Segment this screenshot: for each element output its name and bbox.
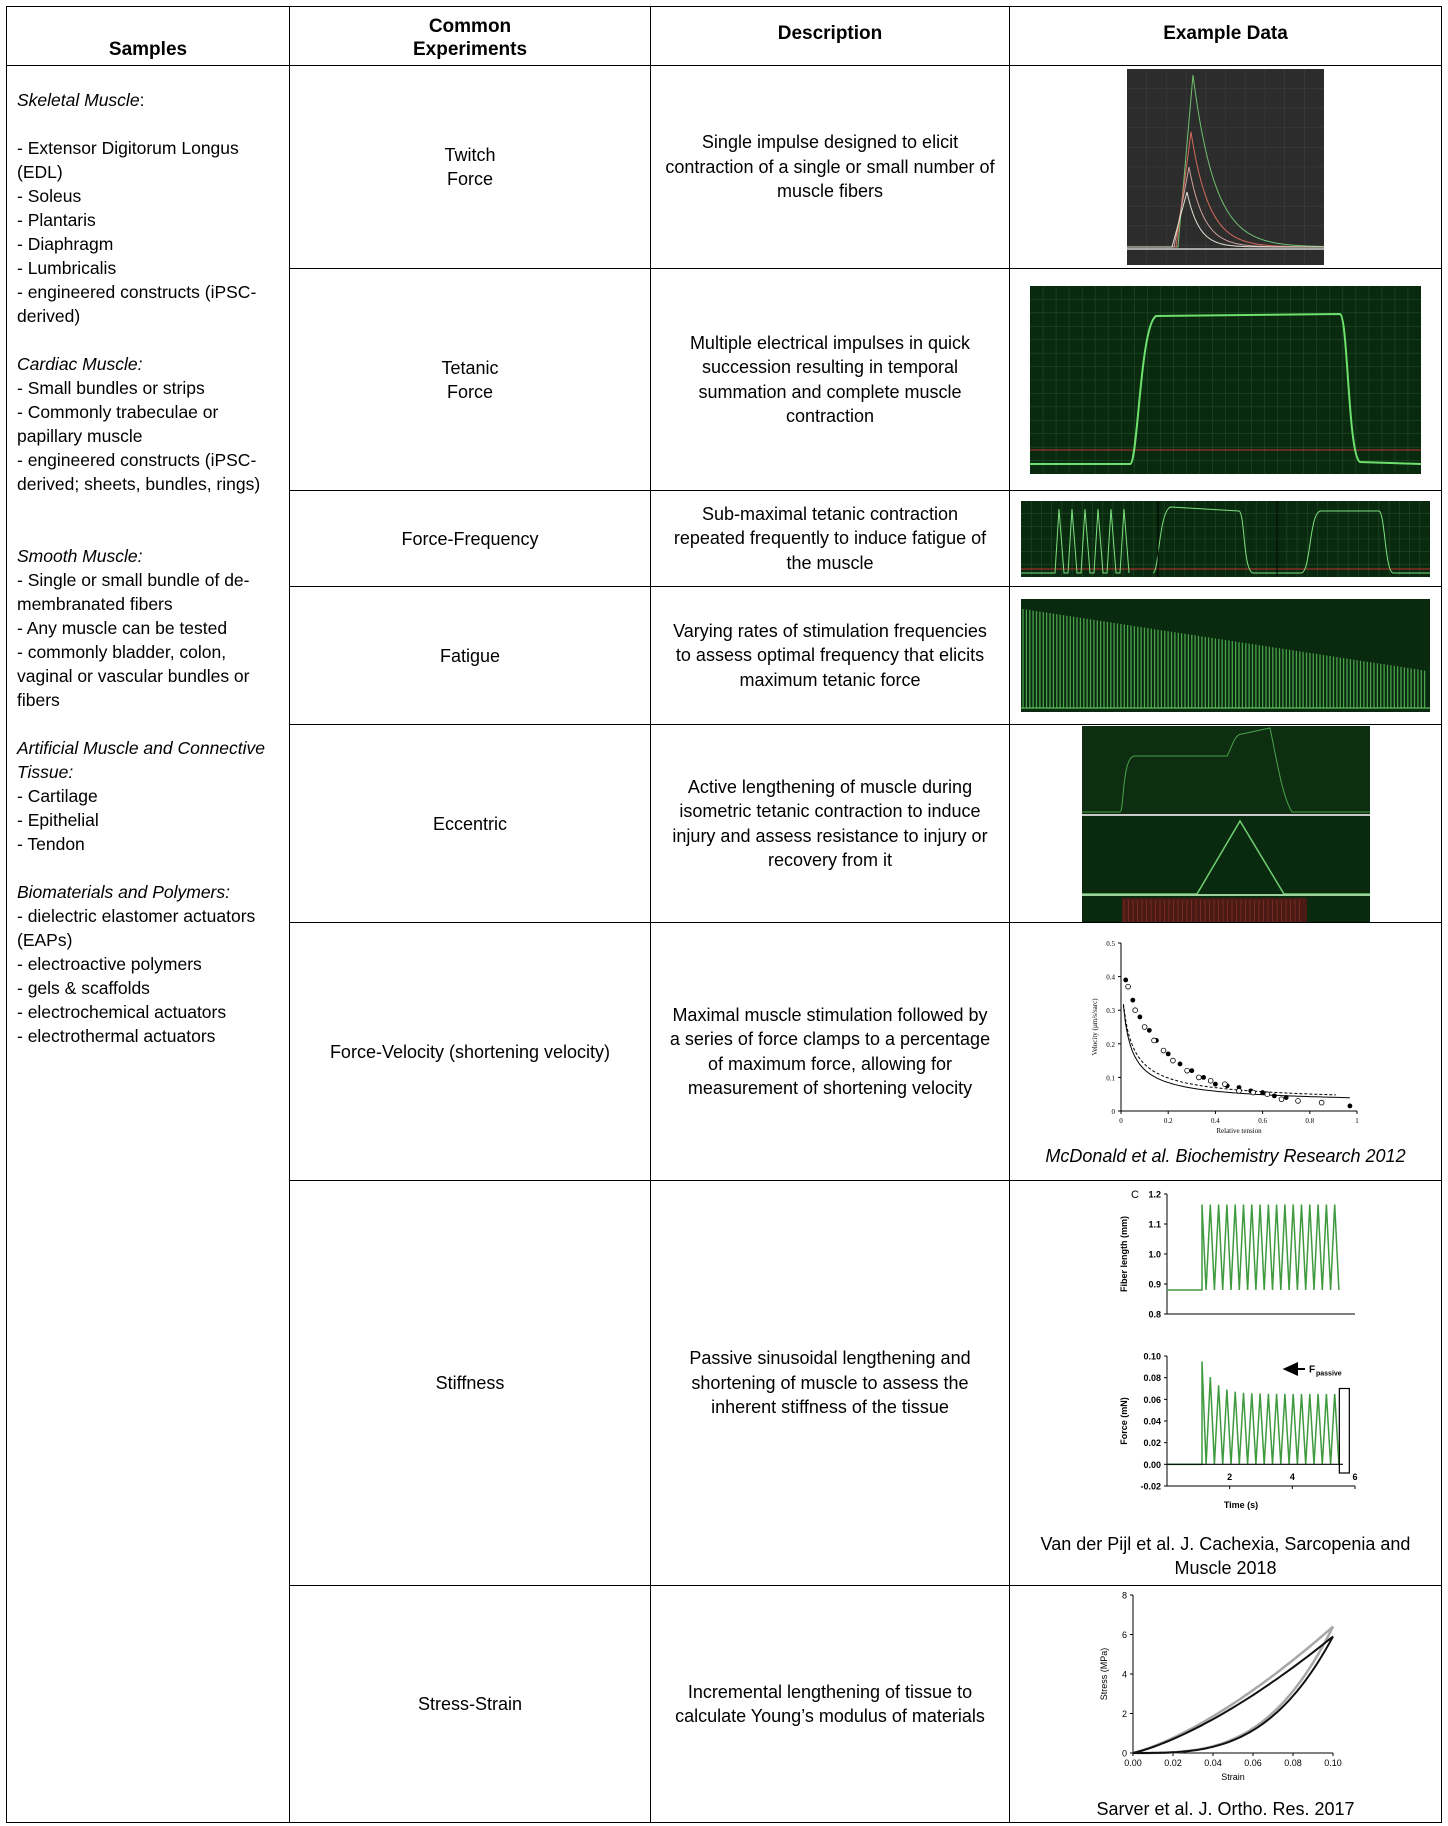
y-tick-label: 0.02 xyxy=(1142,1438,1161,1449)
desc-line: succession resulting in temporal xyxy=(701,357,959,377)
x-axis-label: Strain xyxy=(1220,1772,1245,1782)
example-force-frequency xyxy=(1010,491,1442,587)
x-tick-label: 0 xyxy=(1118,1117,1123,1125)
exp-force-frequency xyxy=(290,491,651,587)
artificial-item: - Epithelial xyxy=(17,810,99,830)
exp-line: Force-Velocity (shortening velocity) xyxy=(329,1041,611,1062)
example-fatigue xyxy=(1010,587,1442,725)
desc-line: Maximal muscle stimulation followed by xyxy=(672,1004,988,1025)
y-tick-label: 0.1 xyxy=(1105,1074,1115,1083)
header-samples xyxy=(7,7,290,66)
exp-line: Force xyxy=(446,169,493,189)
header-example xyxy=(1010,7,1442,66)
passive-box xyxy=(1339,1389,1349,1474)
smooth-item: - Single or small bundle of de-membranated fibers xyxy=(17,570,250,614)
data-point-filled xyxy=(1201,1075,1206,1080)
fiber-length-trace xyxy=(1167,1205,1339,1291)
data-point-open xyxy=(1142,1025,1147,1030)
x-axis-label: Relative tension xyxy=(1215,1127,1262,1135)
example-twitch xyxy=(1010,66,1442,269)
data-point-filled xyxy=(1165,1051,1170,1056)
y-tick-label: 0.9 xyxy=(1147,1279,1161,1290)
data-point-filled xyxy=(1260,1090,1265,1095)
x-tick-label: 4 xyxy=(1289,1472,1295,1482)
x-tick-label: 0.00 xyxy=(1123,1758,1142,1768)
y-tick-label: 0.8 xyxy=(1147,1309,1161,1320)
example-stiffness xyxy=(1010,1181,1442,1586)
x-tick-label: 6 xyxy=(1351,1472,1358,1482)
exp-line: Stress-Strain xyxy=(417,1694,523,1714)
data-point-filled xyxy=(1146,1028,1151,1033)
header-experiments xyxy=(290,7,651,66)
panel-label: C xyxy=(1130,1189,1139,1201)
data-point-filled xyxy=(1123,978,1128,983)
desc-fatigue xyxy=(651,587,1010,725)
skeletal-item: - Lumbricalis xyxy=(17,258,117,278)
bio-item: - electroactive polymers xyxy=(17,954,202,974)
y-tick-label: 1.1 xyxy=(1147,1219,1161,1230)
cardiac-title: Cardiac Muscle: xyxy=(17,354,143,374)
y-tick-label: 0.3 xyxy=(1105,1007,1115,1016)
data-point-filled xyxy=(1272,1093,1277,1098)
desc-line: the muscle xyxy=(786,552,874,573)
data-point-filled xyxy=(1177,1062,1182,1067)
x-tick-label: 0.06 xyxy=(1243,1758,1262,1768)
y-tick-label: 0.08 xyxy=(1142,1373,1161,1384)
data-point-open xyxy=(1161,1048,1166,1053)
exp-stiffness xyxy=(290,1181,651,1586)
y-tick-label: 0.5 xyxy=(1105,940,1115,948)
header-samples-label: Samples xyxy=(108,39,188,60)
x-tick-label: 2 xyxy=(1226,1472,1232,1482)
bio-item: - dielectric elastomer actuators (EAPs) xyxy=(17,906,256,950)
y-tick-label: 0.10 xyxy=(1142,1351,1161,1362)
data-point-filled xyxy=(1213,1082,1218,1087)
desc-line: Multiple electrical impulses in quick xyxy=(689,332,971,353)
artificial-title: Artificial Muscle and Connective Tissue: xyxy=(17,738,266,782)
data-point-open xyxy=(1151,1038,1156,1043)
header-experiments-line1: Common xyxy=(428,16,512,37)
fatigue-trace-image xyxy=(1021,599,1430,712)
example-eccentric xyxy=(1010,725,1442,923)
exp-force-velocity xyxy=(290,923,651,1181)
data-point-open xyxy=(1279,1097,1284,1102)
data-point-open xyxy=(1170,1058,1175,1063)
y-tick-label: 0.2 xyxy=(1105,1040,1115,1049)
smooth-item: - commonly bladder, colon, vaginal or vascular bundles or fibers xyxy=(17,642,250,710)
desc-tetanic xyxy=(651,269,1010,491)
stiffness-caption xyxy=(1010,1532,1441,1580)
data-point-open xyxy=(1264,1092,1269,1097)
y-axis-label: Fiber length (mm) xyxy=(1118,1216,1129,1292)
data-point-open xyxy=(1208,1078,1213,1083)
cardiac-item: - engineered constructs (iPSC-derived; sheets, bundles, rings) xyxy=(17,450,261,494)
skeletal-title: Skeletal Muscle xyxy=(17,90,140,110)
skeletal-item: - Diaphragm xyxy=(17,234,114,254)
skeletal-item: - Soleus xyxy=(17,186,82,206)
example-force-velocity xyxy=(1010,923,1442,1181)
row-twitch xyxy=(7,66,1442,269)
y-tick-label: 1.2 xyxy=(1147,1189,1161,1200)
y-tick-label: 4 xyxy=(1121,1669,1127,1680)
data-point-open xyxy=(1125,984,1130,989)
desc-line: summation and complete muscle xyxy=(698,381,962,402)
desc-line: shortening of muscle to assess the xyxy=(691,1372,969,1393)
y-tick-label: -0.02 xyxy=(1139,1481,1161,1492)
data-point-filled xyxy=(1189,1068,1194,1073)
data-point-open xyxy=(1319,1100,1324,1105)
y-tick-label: 8 xyxy=(1121,1590,1127,1601)
y-tick-label: 0.00 xyxy=(1142,1459,1161,1470)
y-tick-label: 1.0 xyxy=(1147,1249,1161,1260)
y-axis-label: Stress (MPa) xyxy=(1098,1647,1109,1701)
x-tick-label: 0.10 xyxy=(1323,1758,1342,1768)
arrow-icon xyxy=(1285,1364,1305,1375)
header-experiments-line2: Experiments xyxy=(412,39,528,60)
desc-line: isometric tetanic contraction to induce xyxy=(679,801,981,821)
y-tick-label: 6 xyxy=(1121,1630,1127,1640)
hysteresis-loop xyxy=(1133,1637,1333,1754)
desc-line: Active lengthening of muscle during xyxy=(687,776,973,797)
desc-eccentric xyxy=(651,725,1010,923)
desc-force-velocity xyxy=(651,923,1010,1181)
desc-line: Varying rates of stimulation frequencies xyxy=(673,620,987,641)
desc-line: calculate Young’s modulus of materials xyxy=(675,1706,985,1726)
desc-line: contraction of a single or small number of xyxy=(665,156,995,177)
x-tick-label: 0.08 xyxy=(1283,1758,1302,1768)
data-point-open xyxy=(1184,1068,1189,1073)
exp-fatigue xyxy=(290,587,651,725)
y-tick-label: 2 xyxy=(1121,1709,1127,1719)
desc-line: Single impulse designed to elicit xyxy=(701,132,959,153)
bio-item: - gels & scaffolds xyxy=(17,978,150,998)
fv-caption: McDonald et al. Biochemistry Research 2012 xyxy=(1045,1146,1406,1166)
tetanic-trace-image xyxy=(1030,286,1421,474)
x-tick-label: 0.2 xyxy=(1163,1117,1173,1125)
desc-line: to assess optimal frequency that elicits xyxy=(675,645,985,666)
header-row xyxy=(7,7,1442,66)
bio-title: Biomaterials and Polymers: xyxy=(17,882,230,902)
data-point-open xyxy=(1132,1008,1137,1013)
bio-item: - electrothermal actuators xyxy=(17,1026,216,1046)
exp-line: Fatigue xyxy=(439,645,501,666)
force-trace xyxy=(1167,1361,1339,1464)
skeletal-item: - Plantaris xyxy=(17,210,96,230)
experiments-table xyxy=(6,6,1442,1823)
data-point-open xyxy=(1222,1082,1227,1087)
exp-line: Twitch xyxy=(444,145,496,165)
eccentric-trace-image xyxy=(1082,726,1370,922)
stiffness-chart xyxy=(1081,1186,1371,1526)
data-point-filled xyxy=(1130,998,1135,1003)
stress-strain-chart xyxy=(1091,1587,1361,1799)
cardiac-item: - Commonly trabeculae or papillary muscle xyxy=(17,402,219,446)
x-tick-label: 0.8 xyxy=(1304,1117,1314,1125)
force-velocity-chart xyxy=(1081,935,1371,1140)
skeletal-colon: : xyxy=(139,90,145,110)
exp-twitch xyxy=(290,66,651,269)
caption-line: Muscle 2018 xyxy=(1174,1558,1277,1578)
exp-tetanic xyxy=(290,269,651,491)
desc-line: inherent stiffness of the tissue xyxy=(711,1397,949,1418)
desc-stiffness xyxy=(651,1181,1010,1586)
x-axis-label: Time (s) xyxy=(1223,1500,1258,1510)
desc-line: Incremental lengthening of tissue to xyxy=(687,1681,973,1702)
caption-line: Van der Pijl et al. J. Cachexia, Sarcopenia and xyxy=(1040,1534,1411,1554)
desc-line: Passive sinusoidal lengthening and xyxy=(689,1348,971,1369)
y-axis-label: Velocity (µm/s/sarc) xyxy=(1090,998,1099,1056)
x-tick-label: 0.02 xyxy=(1163,1758,1182,1768)
header-description xyxy=(651,7,1010,66)
header-example-label: Example Data xyxy=(1163,23,1288,44)
desc-line: maximum tetanic force xyxy=(739,669,921,690)
desc-twitch xyxy=(651,66,1010,269)
twitch-trace-image xyxy=(1127,69,1324,265)
fit-curve xyxy=(1123,1005,1350,1097)
desc-line: repeated frequently to induce fatigue of xyxy=(673,528,987,549)
y-tick-label: 0.06 xyxy=(1142,1394,1161,1405)
desc-line: of maximum force, allowing for xyxy=(707,1053,953,1074)
exp-line: Eccentric xyxy=(432,813,508,834)
x-tick-label: 0.4 xyxy=(1210,1117,1220,1125)
exp-line: Tetanic xyxy=(441,357,499,378)
skeletal-item: - engineered constructs (iPSC-derived) xyxy=(17,282,257,326)
desc-line: a series of force clamps to a percentage xyxy=(669,1029,991,1049)
desc-line: injury and assess resistance to injury or xyxy=(672,825,988,846)
force-panel xyxy=(1082,726,1370,814)
smooth-title: Smooth Muscle: xyxy=(17,546,143,566)
x-tick-label: 0.6 xyxy=(1257,1117,1267,1125)
desc-line: contraction xyxy=(785,406,875,426)
y-tick-label: 0 xyxy=(1111,1108,1115,1116)
data-point-open xyxy=(1250,1090,1255,1095)
data-point-filled xyxy=(1283,1095,1288,1100)
hysteresis-loop xyxy=(1133,1627,1333,1753)
force-frequency-trace-image xyxy=(1021,501,1430,577)
exp-line: Stiffness xyxy=(435,1373,505,1393)
samples-cell xyxy=(7,66,290,1823)
header-description-label: Description xyxy=(777,23,883,44)
desc-stress-strain xyxy=(651,1586,1010,1823)
y-tick-label: 0 xyxy=(1121,1748,1127,1759)
exp-eccentric xyxy=(290,725,651,923)
data-point-open xyxy=(1196,1075,1201,1080)
data-point-filled xyxy=(1137,1015,1142,1020)
f-passive-label: F xyxy=(1308,1364,1315,1376)
x-tick-label: 1 xyxy=(1354,1117,1359,1125)
f-passive-subscript: passive xyxy=(1315,1370,1342,1378)
ss-caption: Sarver et al. J. Ortho. Res. 2017 xyxy=(1096,1799,1355,1819)
exp-line: Force xyxy=(446,381,493,402)
skeletal-heading xyxy=(17,88,279,112)
y-axis-label: Force (mN) xyxy=(1118,1397,1129,1445)
desc-line: recovery from it xyxy=(767,850,893,870)
artificial-item: - Tendon xyxy=(17,834,85,854)
exp-line: Force-Frequency xyxy=(401,528,539,549)
cardiac-item: - Small bundles or strips xyxy=(17,378,205,398)
smooth-item: - Any muscle can be tested xyxy=(17,618,228,638)
artificial-item: - Cartilage xyxy=(17,786,98,806)
y-tick-label: 0.4 xyxy=(1105,973,1115,982)
fit-curve-dashed xyxy=(1123,1004,1335,1095)
data-point-open xyxy=(1236,1088,1241,1093)
example-tetanic xyxy=(1010,269,1442,491)
skeletal-item: - Extensor Digitorum Longus (EDL) xyxy=(17,138,239,182)
exp-stress-strain xyxy=(290,1586,651,1823)
data-point-filled xyxy=(1347,1104,1352,1109)
desc-force-frequency xyxy=(651,491,1010,587)
bio-item: - electrochemical actuators xyxy=(17,1002,227,1022)
desc-line: Sub-maximal tetanic contraction xyxy=(701,503,959,524)
desc-line: muscle fibers xyxy=(776,181,884,202)
x-tick-label: 0.04 xyxy=(1203,1758,1222,1768)
data-point-open xyxy=(1295,1099,1300,1104)
y-tick-label: 0.04 xyxy=(1142,1416,1161,1427)
example-stress-strain xyxy=(1010,1586,1442,1823)
desc-line: measurement of shortening velocity xyxy=(687,1078,973,1098)
